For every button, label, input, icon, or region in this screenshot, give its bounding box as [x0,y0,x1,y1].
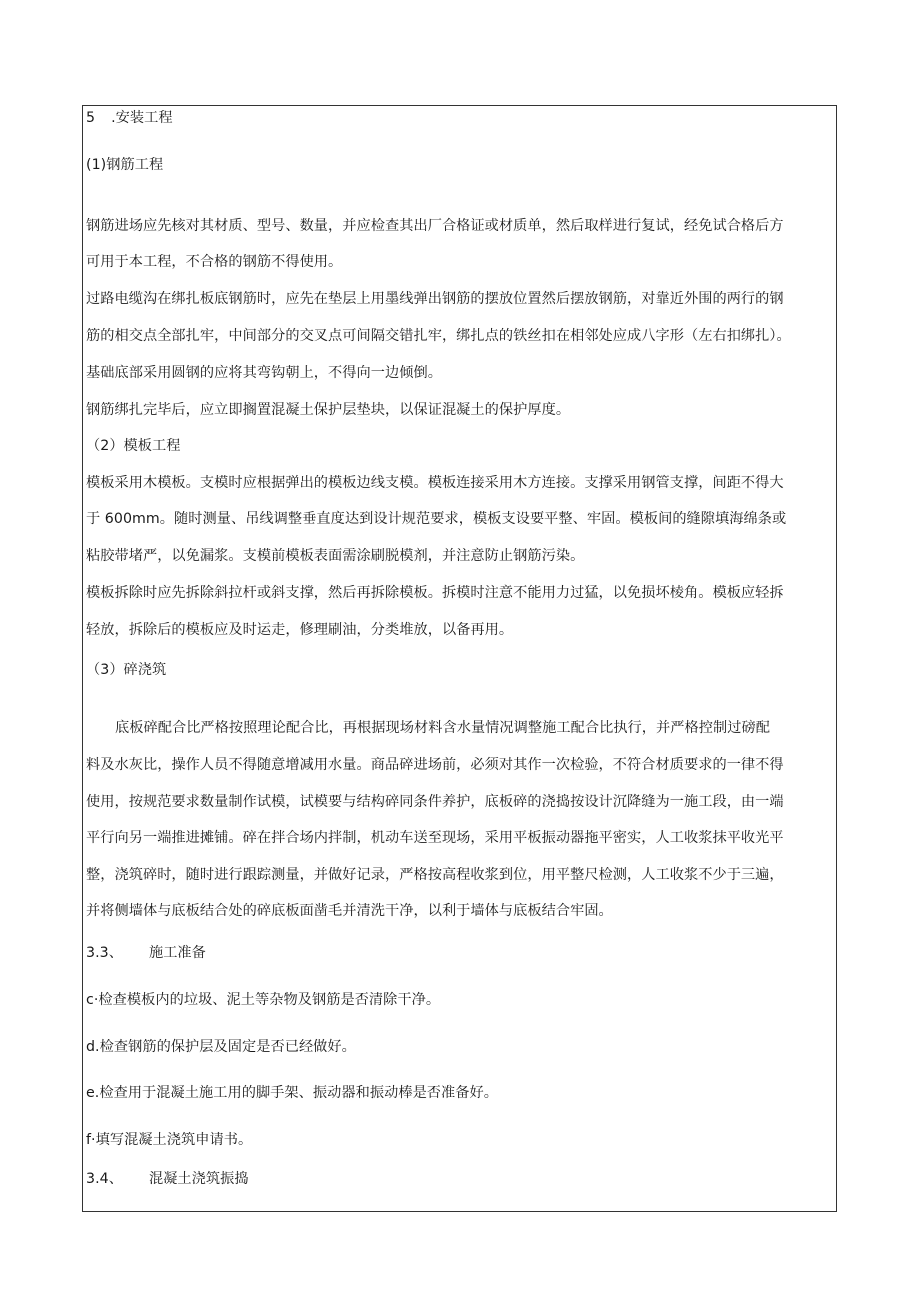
paragraph-line: 底板碎配合比严格按照理论配合比，再根据现场材料含水量情况调整施工配合比执行，并严格控制过磅配 [115,720,770,736]
paragraph-line: 使用，按规范要求数量制作试模，试模要与结构碎同条件养护，底板碎的浇捣按设计沉降缝为一施工段，由一端 [86,794,784,810]
paragraph-line: 过路电缆沟在绑扎板底钢筋时，应先在垫层上用墨线弹出钢筋的摆放位置然后摆放钢筋，对靠近外围的两行的钢 [86,291,784,307]
pour-title: 混凝土浇筑振捣 [148,1171,249,1187]
paragraph-line: 轻放，拆除后的模板应及时运走，修理刷油，分类堆放，以备再用。 [86,622,514,638]
paragraph-line: 钢筋进场应先核对其材质、型号、数量，并应检查其出厂合格证或材质单，然后取样进行复试，经免试合格后方 [86,218,784,234]
section-number: 5 [86,110,96,126]
paragraph-line: 料及水灰比，操作人员不得随意增减用水量。商品碎进场前，必须对其作一次检验，不符合材质要求的一律不得 [86,757,784,773]
concrete-heading: （3）碎浇筑 [86,662,167,678]
paragraph-line: 模板拆除时应先拆除斜拉杆或斜支撑，然后再拆除模板。拆模时注意不能用力过猛，以免损坏棱角。模板应轻拆 [86,585,784,601]
paragraph-line: 并将侧墙体与底板结合处的碎底板面凿毛并清洗干净，以利于墙体与底板结合牢固。 [86,903,613,919]
formwork-heading: （2）模板工程 [86,438,181,454]
paragraph-line: 筋的相交点全部扎牢，中间部分的交叉点可间隔交错扎牢，绑扎点的铁丝扣在相邻处应成八字形（左右扣绑扎）。 [86,328,791,344]
pour-heading [86,1169,834,1189]
section-title: .安装工程 [111,110,173,126]
list-item: c·检查模板内的垃圾、泥土等杂物及钢筋是否清除干净。 [86,992,441,1008]
list-item: e.检查用于混凝土施工用的脚手架、振动器和振动棒是否准备好。 [86,1085,498,1101]
prep-title: 施工准备 [148,945,206,961]
paragraph-line: 平行向另一端推进摊铺。碎在拌合场内拌制，机动车送至现场，采用平板振动器拖平密实，人工收浆抹平收光平 [86,830,784,846]
paragraph-line: 于 600mm。随时测量、吊线调整垂直度达到设计规范要求，模板支设要平整、牢固。模板间的缝隙填海绵条或 [86,511,787,527]
rebar-heading: (1)钢筋工程 [86,157,164,173]
list-item: d.检查钢筋的保护层及固定是否已经做好。 [86,1039,356,1055]
paragraph-line: 粘胶带堵严，以免漏浆。支模前模板表面需涂刷脱模剂，并注意防止钢筋污染。 [86,548,585,564]
paragraph-line: 基础底部采用圆钢的应将其弯钩朝上，不得向一边倾倒。 [86,365,442,381]
paragraph-line: 模板采用木模板。支模时应根据弹出的模板边线支模。模板连接采用木方连接。支撑采用钢管支撑，间距不得大 [86,475,784,491]
section-heading-install [86,108,834,128]
paragraph-line: 钢筋绑扎完毕后，应立即搁置混凝土保护层垫块，以保证混凝土的保护厚度。 [86,402,571,418]
list-item: f·填写混凝土浇筑申请书。 [86,1132,253,1148]
prep-heading [86,943,834,963]
pour-number: 3.4、 [86,1171,123,1187]
paragraph-line: 整，浇筑碎时，随时进行跟踪测量，并做好记录，严格按高程收浆到位，用平整尺检测，人工收浆不少于三遍， [86,867,784,883]
paragraph-line: 可用于本工程，不合格的钢筋不得使用。 [86,254,343,270]
prep-number: 3.3、 [86,945,123,961]
